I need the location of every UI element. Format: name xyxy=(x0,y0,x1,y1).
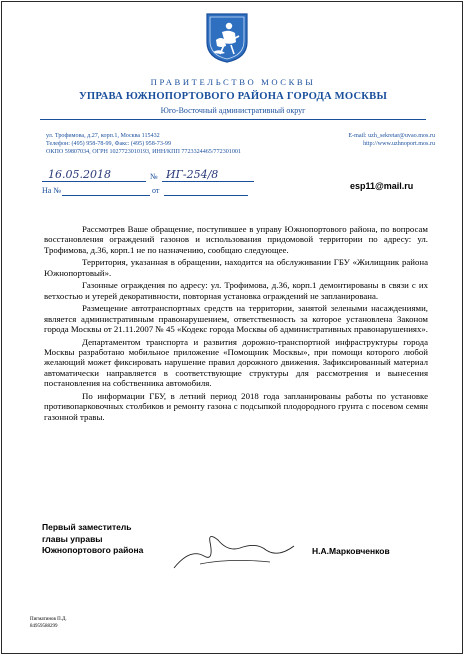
signatory-position xyxy=(42,522,143,557)
government-title: ПРАВИТЕЛЬСТВО МОСКВЫ xyxy=(150,77,316,87)
position-line-3: Южнопортового района xyxy=(42,545,144,555)
header-divider xyxy=(40,119,426,120)
paragraph-3: Газонные ограждения по адресу: ул. Трофимова, д.36, корп.1 демонтированы в связи с их ветхостью и утерей декоративности, повторная установка ограждений не запланирована. xyxy=(44,280,428,301)
contact-block-right xyxy=(321,132,435,148)
contact-website[interactable]: http://www.uzhnoport.mos.ru xyxy=(363,141,435,147)
handwritten-number: ИГ-254/8 xyxy=(166,168,219,181)
address-text: ул. Трофимова, д.27, корп.1, Москва 115432 xyxy=(46,133,160,139)
registration-block xyxy=(42,168,282,198)
recipient-email: esp11@mail.ru xyxy=(350,181,414,191)
paragraph-2: Территория, указанная в обращении, находится на обслуживании ГБУ «Жилищник района Южнопортовый». xyxy=(44,257,428,278)
date-underline xyxy=(42,181,146,182)
reference-number-label: На № xyxy=(42,186,61,195)
reference-date-line xyxy=(164,195,248,196)
handwritten-date: 16.05.2018 xyxy=(48,168,111,181)
executor-phone: 84959588299 xyxy=(30,623,58,629)
organization-title: УПРАВА ЮЖНОПОРТОВОГО РАЙОНА ГОРОДА МОСКВЫ xyxy=(78,91,388,102)
phones-text: Телефон: (495) 958-78-99, Факс: (495) 958-73-99 xyxy=(46,141,172,147)
reference-date-label: от xyxy=(152,186,160,195)
contact-email[interactable]: E-mail: uzh_sekretar@uvao.mos.ru xyxy=(348,133,435,139)
number-label: № xyxy=(150,172,158,181)
moscow-coat-of-arms-icon xyxy=(205,12,249,64)
paragraph-5: Департаментом транспорта и развития дорожно-транспортной инфраструктуры города Москвы разработано мобильное приложение «Помощник Москвы», при помощи которого любой желающий может фиксировать нарушение правил дорожного движения. Зафиксированный материал автоматически направляется в соответствующие структуры для рассмотрения и вынесения постановления на собственника автомобиля. xyxy=(44,336,428,389)
signatory-name: Н.А.Марковченков xyxy=(312,546,390,556)
paragraph-4: Размещение автотранспортных средств на территории, занятой зелеными насаждениями, является административным правонарушением, ответственность за которое установлена Законом города Москвы от 21.11.2007 № 45 «Кодекс города Москвы об административных правонарушениях». xyxy=(44,303,428,335)
codes-text: ОКПО 59807034, ОГРН 1027723010193, ИНН/КПП 7723324465/772301001 xyxy=(46,149,241,155)
executor-info xyxy=(30,617,67,630)
number-underline xyxy=(162,181,254,182)
reference-number-line xyxy=(62,195,150,196)
paragraph-6: По информации ГБУ, в летний период 2018 года запланированы работы по установке противопарковочных столбиков и ремонту газона с подсыпкой плодородного грунта с посевом семян газонной травы. xyxy=(44,390,428,422)
contact-block-left xyxy=(46,132,241,156)
handwritten-signature xyxy=(170,528,300,574)
district-subtitle: Юго-Восточный административный округ xyxy=(160,106,306,115)
position-line-2: главы управы xyxy=(42,533,103,544)
paragraph-1: Рассмотрев Ваше обращение, поступившее в управу Южнопортового района, по вопросам восстановления ограждений газонов и использования придомовой территории по адресу: ул. Трофимова, д.36, корп.1 не по назначению, сообщаю следующее. xyxy=(44,224,428,255)
position-line-1: Первый заместитель xyxy=(42,522,132,532)
letter-body xyxy=(44,224,428,424)
executor-name: Пигматинов П.Д. xyxy=(30,617,67,622)
